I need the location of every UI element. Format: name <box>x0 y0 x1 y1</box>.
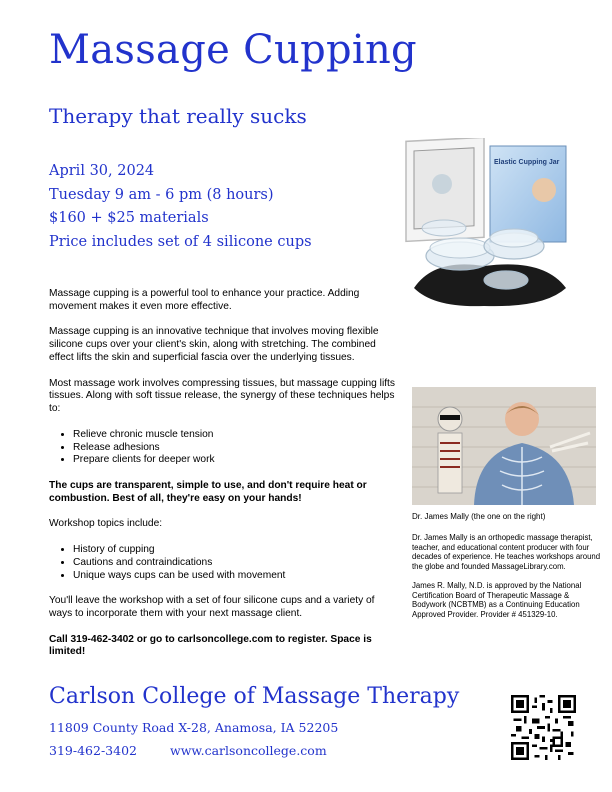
event-details <box>49 160 312 254</box>
technique-paragraph: Massage cupping is an innovative technique that involves moving flexible silicone cups over your client's skin, along with stretching. The combined effect lifts the skin and superficial fascia over the underlying tissues. <box>49 326 379 363</box>
cupping-box-label: Elastic Cupping Jar <box>494 159 560 166</box>
event-includes: Price includes set of 4 silicone cups <box>49 233 312 250</box>
list-item: • Release adhesions <box>73 442 395 455</box>
org-website-link[interactable]: www.carlsoncollege.com <box>170 743 327 758</box>
bio-paragraph: Dr. James Mally is an orthopedic massage therapist, teacher, and educational content producer with four decades of experience. He teaches workshops around the globe and founded MassageLibrary.com. <box>412 533 601 571</box>
page-subtitle: Therapy that really sucks <box>49 104 307 128</box>
instructor-photo <box>412 387 596 505</box>
event-date: April 30, 2024 <box>49 163 155 179</box>
org-phone: 319-462-3402 <box>49 743 137 758</box>
benefits-list <box>49 429 395 467</box>
benefits-intro: Most massage work involves compressing tissues, but massage cupping lifts tissues. Along with soft tissue release, the synergy of these techniques helps to: <box>49 377 395 415</box>
event-time: Tuesday 9 am - 6 pm (8 hours) <box>49 186 274 203</box>
qr-code[interactable] <box>511 695 576 760</box>
call-to-action: Call 319-462-3402 or go to carlsoncollege.com to register. Space is limited! <box>49 633 372 658</box>
list-item: • History of cupping <box>73 544 395 557</box>
intro-paragraph: Massage cupping is a powerful tool to enhance your practice. Adding movement makes it even more effective. <box>49 288 360 312</box>
instructor-caption: Dr. James Mally (the one on the right) <box>412 512 546 521</box>
list-item: • Cautions and contraindications <box>73 557 395 570</box>
topics-list <box>49 544 395 582</box>
list-item: • Prepare clients for deeper work <box>73 454 395 467</box>
org-address: 11809 County Road X-28, Anamosa, IA 52205 <box>49 720 339 735</box>
description <box>49 288 395 672</box>
event-price: $160 + $25 materials <box>49 210 209 226</box>
instructor-bio <box>412 533 602 629</box>
credentials-paragraph: James R. Mally, N.D. is approved by the National Certification Board of Therapeutic Massage & Bodywork (NCBTMB) as a Continuing Education Approved Provider. Provider # 451329-10. <box>412 580 582 619</box>
page-title: Massage Cupping <box>49 27 417 73</box>
cupping-set-photo <box>394 138 574 310</box>
topics-intro: Workshop topics include: <box>49 518 163 530</box>
highlight-paragraph: The cups are transparent, simple to use, and don't require heat or combustion. Best of all, they're easy on your hands! <box>49 479 367 504</box>
org-name: Carlson College of Massage Therapy <box>49 684 460 709</box>
list-item: • Relieve chronic muscle tension <box>73 429 395 442</box>
takeaway-paragraph: You'll leave the workshop with a set of four silicone cups and a variety of ways to incorporate them with your next massage client. <box>49 595 375 619</box>
list-item: • Unique ways cups can be used with movement <box>73 570 395 583</box>
